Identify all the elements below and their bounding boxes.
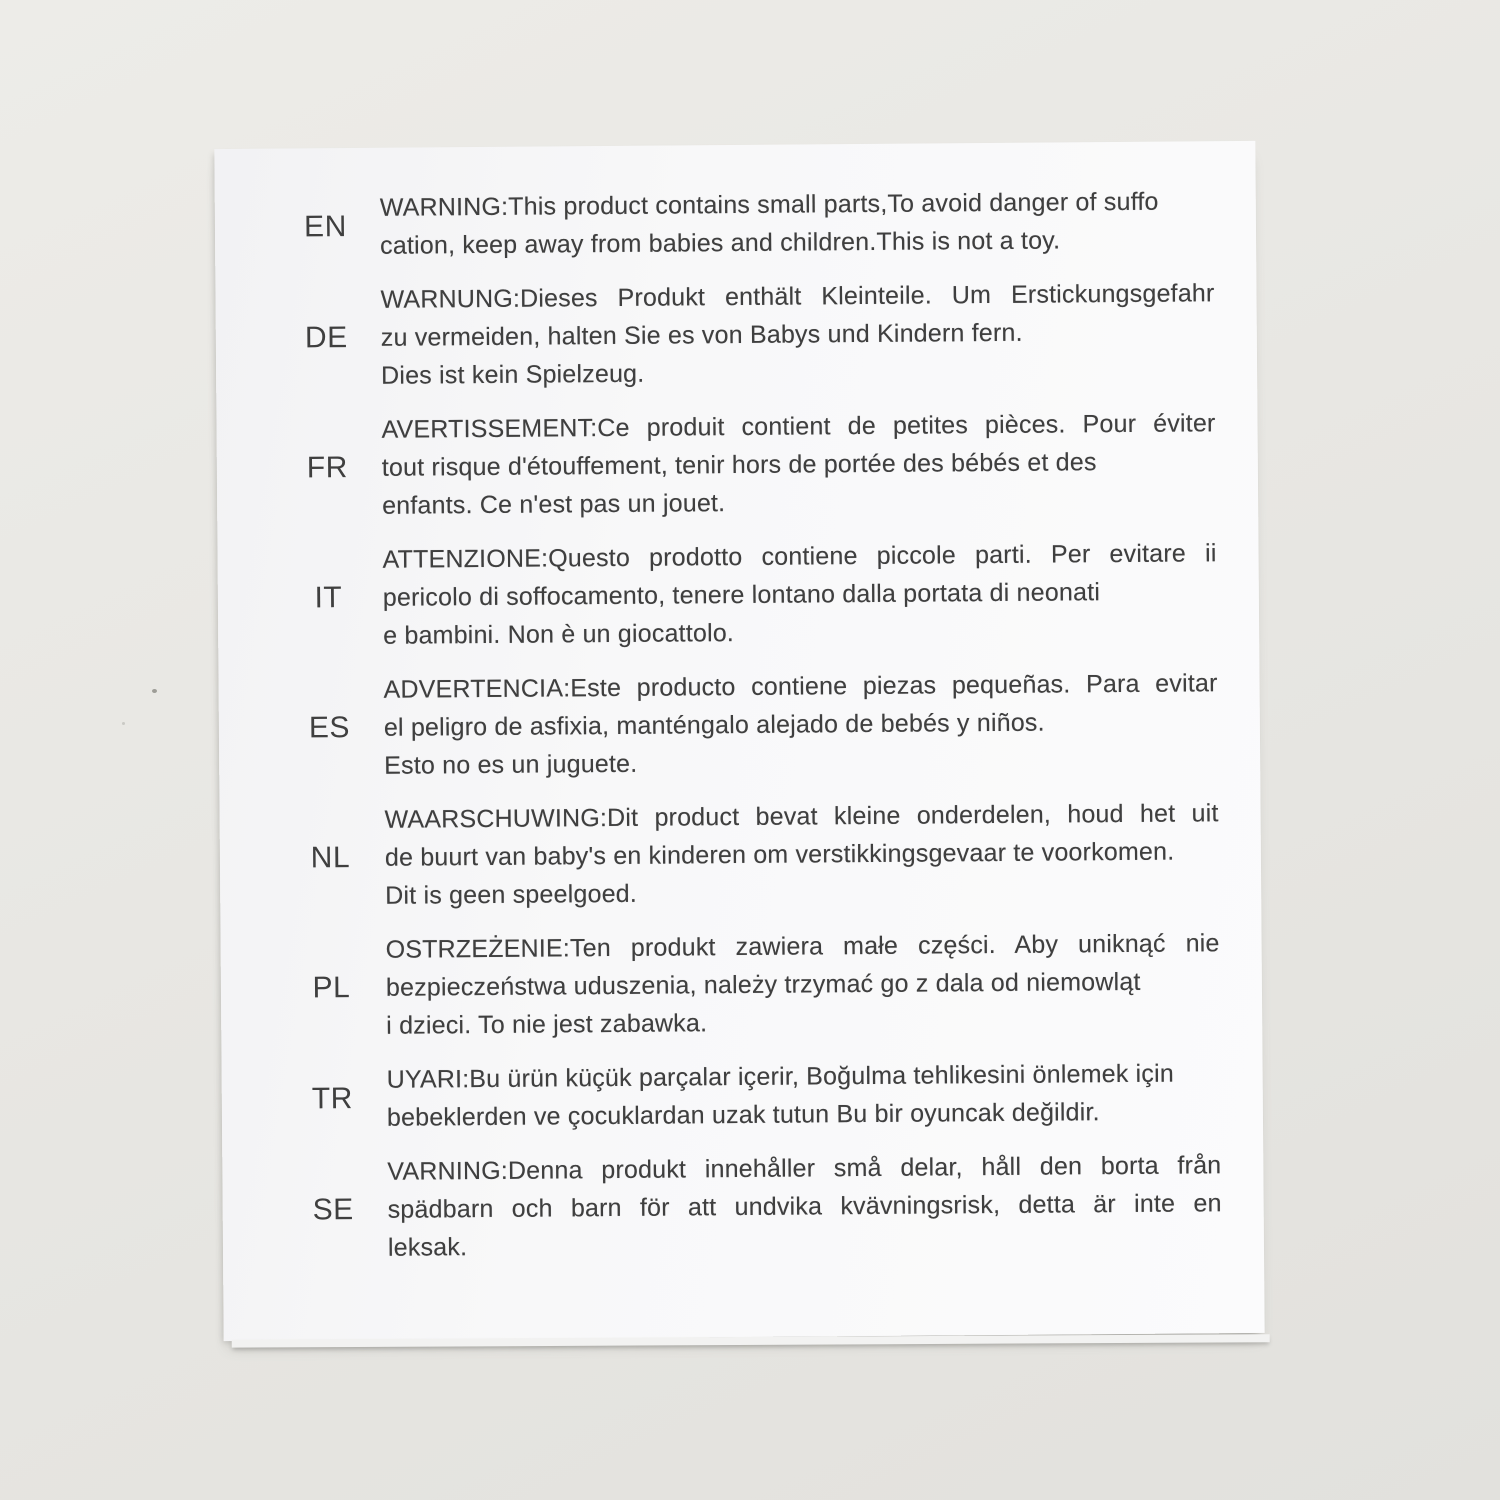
warning-text-line: e bambini. Non è un giocattolo.	[383, 619, 735, 650]
warning-section	[222, 1054, 1264, 1138]
language-code: IT	[314, 581, 343, 615]
warning-text-line: bebeklerden ve çocuklardan uzak tutun Bu bir oyuncak değildir.	[386, 1098, 1100, 1132]
warning-sections	[215, 182, 1265, 1284]
warning-text	[384, 794, 1219, 915]
warning-text-line: WAARSCHUWING:Dit product bevat kleine onderdelen, houd het uit	[384, 799, 1219, 834]
warning-text-line: Dies ist kein Spielzeug.	[381, 359, 645, 390]
language-code: NL	[310, 841, 351, 875]
warning-text-line: cation, keep away from babies and children.This is not a toy.	[379, 226, 1061, 260]
warning-text	[387, 1054, 1222, 1137]
language-code: FR	[306, 451, 348, 485]
language-code: PL	[312, 971, 351, 1005]
warning-text-line: el peligro de asfixia, manténgalo alejado de bebés y niños.	[383, 708, 1045, 742]
warning-text-line: ATTENZIONE:Questo prodotto contiene piccole parti. Per evitare ii	[382, 539, 1217, 574]
language-code: TR	[311, 1082, 353, 1116]
warning-text-line: WARNING:This product contains small parts,To avoid danger of suffo	[379, 187, 1159, 222]
language-code: SE	[312, 1193, 354, 1227]
warning-section	[217, 534, 1259, 656]
warning-text-line: Esto no es un juguete.	[384, 749, 638, 780]
warning-text-line: WARNUNG:Dieses Produkt enthält Kleinteile. Um Erstickungsgefahr	[380, 279, 1215, 314]
warning-text	[383, 664, 1218, 785]
warning-text-line: spädbarn och barn för att undvika kvävningsrisk, detta är inte en	[387, 1189, 1222, 1224]
warning-text-line: enfants. Ce n'est pas un jouet.	[382, 489, 726, 520]
warning-text	[380, 182, 1215, 265]
dust-speck	[122, 722, 125, 725]
warning-text	[385, 924, 1220, 1045]
warning-text-line: ADVERTENCIA:Este producto contiene piezas pequeñas. Para evitar	[383, 669, 1218, 704]
warning-section	[222, 1146, 1264, 1268]
warning-text-line: Dit is geen speelgoed.	[385, 879, 638, 910]
warning-text-line: VARNING:Denna produkt innehåller små delar, håll den borta från	[387, 1151, 1222, 1186]
warning-text-line: UYARI:Bu ürün küçük parçalar içerir, Boğulma tehlikesini önlemek için	[386, 1059, 1175, 1094]
warning-section	[219, 794, 1261, 916]
warning-text-line: tout risque d'étouffement, tenir hors de portée des bébés et des	[381, 448, 1097, 482]
warning-text-line: de buurt van baby's en kinderen om verstikkingsgevaar te voorkomen.	[384, 837, 1175, 872]
warning-text	[382, 534, 1217, 655]
warning-text	[387, 1146, 1222, 1267]
language-code: ES	[308, 711, 351, 745]
warning-text-line: zu vermeiden, halten Sie es von Babys und Kindern fern.	[380, 318, 1023, 352]
warning-section	[218, 664, 1260, 786]
warning-text-line: leksak.	[387, 1233, 468, 1262]
warning-label-paper	[214, 141, 1264, 1341]
warning-section	[220, 924, 1262, 1046]
language-code: EN	[303, 210, 347, 244]
warning-text-line: i dzieci. To nie jest zabawka.	[386, 1009, 708, 1040]
dust-speck	[152, 689, 157, 693]
warning-section	[215, 274, 1257, 396]
language-code: DE	[304, 321, 348, 355]
warning-section	[216, 404, 1258, 526]
warning-section	[215, 182, 1257, 266]
warning-text-line: bezpieczeństwa uduszenia, należy trzymać go z dala od niemowląt	[385, 967, 1141, 1002]
warning-text	[380, 274, 1215, 395]
warning-text-line: pericolo di soffocamento, tenere lontano dalla portata di neonati	[382, 578, 1101, 612]
warning-text-line: AVERTISSEMENT:Ce produit contient de petites pièces. Pour éviter	[381, 409, 1216, 444]
warning-text-line: OSTRZEŻENIE:Ten produkt zawiera małe części. Aby uniknąć nie	[385, 929, 1220, 964]
warning-text	[381, 404, 1216, 525]
